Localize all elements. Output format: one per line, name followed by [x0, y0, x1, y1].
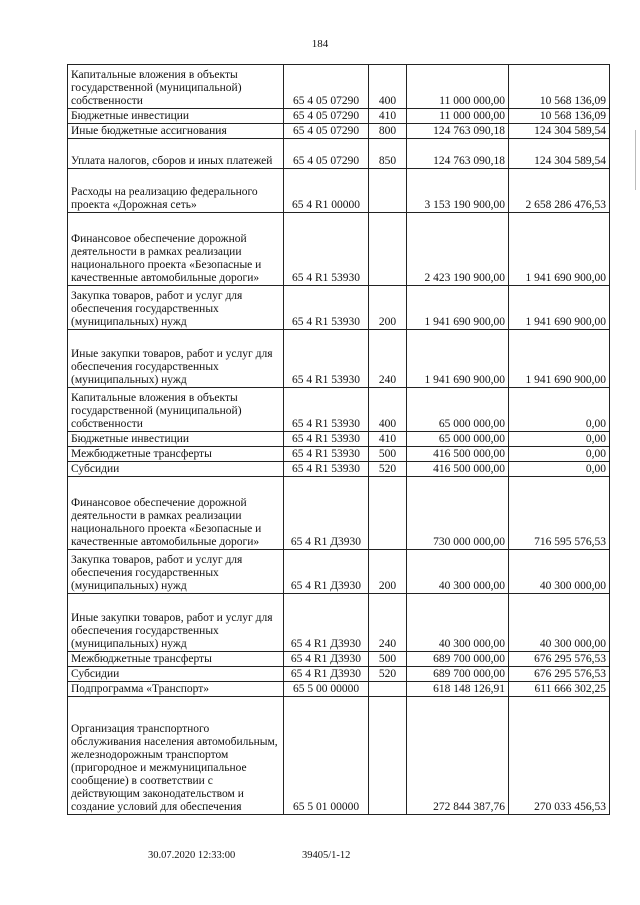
table-row [68, 109, 610, 124]
table-row [68, 139, 610, 169]
row-fact-amount-cell: 124 304 589,54 [509, 139, 610, 169]
row-plan-amount-cell: 124 763 090,18 [407, 124, 509, 139]
row-fact-amount-cell: 0,00 [509, 432, 610, 447]
table-row [68, 432, 610, 447]
row-fact-amount-cell: 270 033 456,53 [509, 697, 610, 815]
row-name-cell: Иные закупки товаров, работ и услуг для обеспечения государственных (муниципальных) нужд [68, 330, 284, 388]
row-type-cell: 800 [369, 124, 407, 139]
row-name-cell: Закупка товаров, работ и услуг для обеспечения государственных (муниципальных) нужд [68, 550, 284, 594]
row-plan-amount-cell: 65 000 000,00 [407, 432, 509, 447]
table-row [68, 652, 610, 667]
table-row [68, 667, 610, 682]
row-fact-amount-cell: 40 300 000,00 [509, 594, 610, 652]
row-fact-amount-cell: 1 941 690 900,00 [509, 213, 610, 286]
table-row [68, 594, 610, 652]
row-plan-amount-cell: 1 941 690 900,00 [407, 330, 509, 388]
table-row [68, 550, 610, 594]
row-name-cell: Финансовое обеспечение дорожной деятельности в рамках реализации национального проекта «Безопасные и качественные автомобильные дороги» [68, 213, 284, 286]
table-row [68, 330, 610, 388]
row-fact-amount-cell: 0,00 [509, 388, 610, 432]
row-type-cell: 520 [369, 462, 407, 477]
row-type-cell: 500 [369, 447, 407, 462]
table-row [68, 169, 610, 213]
row-type-cell: 200 [369, 550, 407, 594]
row-name-cell: Закупка товаров, работ и услуг для обеспечения государственных (муниципальных) нужд [68, 286, 284, 330]
row-name-cell: Субсидии [68, 667, 284, 682]
row-code-cell: 65 5 01 00000 [284, 697, 369, 815]
row-plan-amount-cell: 730 000 000,00 [407, 477, 509, 550]
row-plan-amount-cell: 11 000 000,00 [407, 65, 509, 109]
row-code-cell: 65 4 R1 Д3930 [284, 667, 369, 682]
row-name-cell: Бюджетные инвестиции [68, 432, 284, 447]
row-name-cell: Уплата налогов, сборов и иных платежей [68, 139, 284, 169]
row-plan-amount-cell: 689 700 000,00 [407, 667, 509, 682]
row-fact-amount-cell: 124 304 589,54 [509, 124, 610, 139]
row-plan-amount-cell: 3 153 190 900,00 [407, 169, 509, 213]
table-row [68, 697, 610, 815]
row-code-cell: 65 5 00 00000 [284, 682, 369, 697]
row-code-cell: 65 4 R1 Д3930 [284, 477, 369, 550]
table-row [68, 124, 610, 139]
row-code-cell: 65 4 R1 53930 [284, 432, 369, 447]
table-row [68, 388, 610, 432]
row-name-cell: Бюджетные инвестиции [68, 109, 284, 124]
row-fact-amount-cell: 611 666 302,25 [509, 682, 610, 697]
row-name-cell: Иные закупки товаров, работ и услуг для обеспечения государственных (муниципальных) нужд [68, 594, 284, 652]
table-row [68, 65, 610, 109]
row-plan-amount-cell: 416 500 000,00 [407, 447, 509, 462]
row-code-cell: 65 4 R1 53930 [284, 330, 369, 388]
row-fact-amount-cell: 716 595 576,53 [509, 477, 610, 550]
row-type-cell: 410 [369, 432, 407, 447]
row-plan-amount-cell: 618 148 126,91 [407, 682, 509, 697]
row-type-cell [369, 682, 407, 697]
row-name-cell: Расходы на реализацию федерального проекта «Дорожная сеть» [68, 169, 284, 213]
row-name-cell: Межбюджетные трансферты [68, 652, 284, 667]
row-type-cell: 400 [369, 65, 407, 109]
row-code-cell: 65 4 R1 53930 [284, 447, 369, 462]
row-type-cell [369, 213, 407, 286]
row-type-cell: 850 [369, 139, 407, 169]
page-number: 184 [311, 38, 329, 50]
row-plan-amount-cell: 40 300 000,00 [407, 550, 509, 594]
row-type-cell [369, 697, 407, 815]
row-fact-amount-cell: 0,00 [509, 447, 610, 462]
row-fact-amount-cell: 40 300 000,00 [509, 550, 610, 594]
row-fact-amount-cell: 2 658 286 476,53 [509, 169, 610, 213]
row-type-cell: 200 [369, 286, 407, 330]
row-name-cell: Капитальные вложения в объекты государственной (муниципальной) собственности [68, 388, 284, 432]
row-code-cell: 65 4 R1 Д3930 [284, 594, 369, 652]
row-fact-amount-cell: 1 941 690 900,00 [509, 330, 610, 388]
row-type-cell: 240 [369, 594, 407, 652]
row-plan-amount-cell: 124 763 090,18 [407, 139, 509, 169]
row-type-cell [369, 169, 407, 213]
row-type-cell: 240 [369, 330, 407, 388]
row-plan-amount-cell: 272 844 387,76 [407, 697, 509, 815]
row-type-cell: 520 [369, 667, 407, 682]
row-plan-amount-cell: 2 423 190 900,00 [407, 213, 509, 286]
row-plan-amount-cell: 1 941 690 900,00 [407, 286, 509, 330]
row-fact-amount-cell: 10 568 136,09 [509, 109, 610, 124]
row-type-cell: 400 [369, 388, 407, 432]
row-name-cell: Организация транспортного обслуживания населения автомобильным, железнодорожным транспортом (пригородное и межмуниципальное сообщение) в соответствии с действующим законодательством и создание условий для обеспечения [68, 697, 284, 815]
budget-table-body [68, 65, 610, 815]
row-type-cell: 410 [369, 109, 407, 124]
table-row [68, 286, 610, 330]
table-row [68, 682, 610, 697]
row-type-cell [369, 477, 407, 550]
row-plan-amount-cell: 40 300 000,00 [407, 594, 509, 652]
row-type-cell: 500 [369, 652, 407, 667]
row-plan-amount-cell: 416 500 000,00 [407, 462, 509, 477]
row-code-cell: 65 4 R1 53930 [284, 286, 369, 330]
table-row [68, 462, 610, 477]
budget-table [67, 64, 610, 815]
row-fact-amount-cell: 0,00 [509, 462, 610, 477]
table-row [68, 213, 610, 286]
row-code-cell: 65 4 05 07290 [284, 139, 369, 169]
row-code-cell: 65 4 05 07290 [284, 109, 369, 124]
row-plan-amount-cell: 11 000 000,00 [407, 109, 509, 124]
scan-margin-line [635, 130, 636, 190]
row-fact-amount-cell: 676 295 576,53 [509, 667, 610, 682]
row-fact-amount-cell: 676 295 576,53 [509, 652, 610, 667]
row-code-cell: 65 4 R1 Д3930 [284, 652, 369, 667]
row-name-cell: Межбюджетные трансферты [68, 447, 284, 462]
row-fact-amount-cell: 1 941 690 900,00 [509, 286, 610, 330]
row-code-cell: 65 4 R1 53930 [284, 388, 369, 432]
table-row [68, 447, 610, 462]
row-code-cell: 65 4 R1 53930 [284, 462, 369, 477]
row-name-cell: Финансовое обеспечение дорожной деятельности в рамках реализации национального проекта «Безопасные и качественные автомобильные дороги» [68, 477, 284, 550]
table-row [68, 477, 610, 550]
row-code-cell: 65 4 05 07290 [284, 65, 369, 109]
row-name-cell: Капитальные вложения в объекты государственной (муниципальной) собственности [68, 65, 284, 109]
row-name-cell: Подпрограмма «Транспорт» [68, 682, 284, 697]
row-name-cell: Иные бюджетные ассигнования [68, 124, 284, 139]
row-code-cell: 65 4 R1 Д3930 [284, 550, 369, 594]
row-fact-amount-cell: 10 568 136,09 [509, 65, 610, 109]
footer-document-code: 39405/1-12 [302, 850, 351, 861]
footer-datetime: 30.07.2020 12:33:00 [148, 850, 236, 861]
row-code-cell: 65 4 R1 00000 [284, 169, 369, 213]
row-plan-amount-cell: 689 700 000,00 [407, 652, 509, 667]
row-code-cell: 65 4 05 07290 [284, 124, 369, 139]
row-plan-amount-cell: 65 000 000,00 [407, 388, 509, 432]
row-name-cell: Субсидии [68, 462, 284, 477]
row-code-cell: 65 4 R1 53930 [284, 213, 369, 286]
